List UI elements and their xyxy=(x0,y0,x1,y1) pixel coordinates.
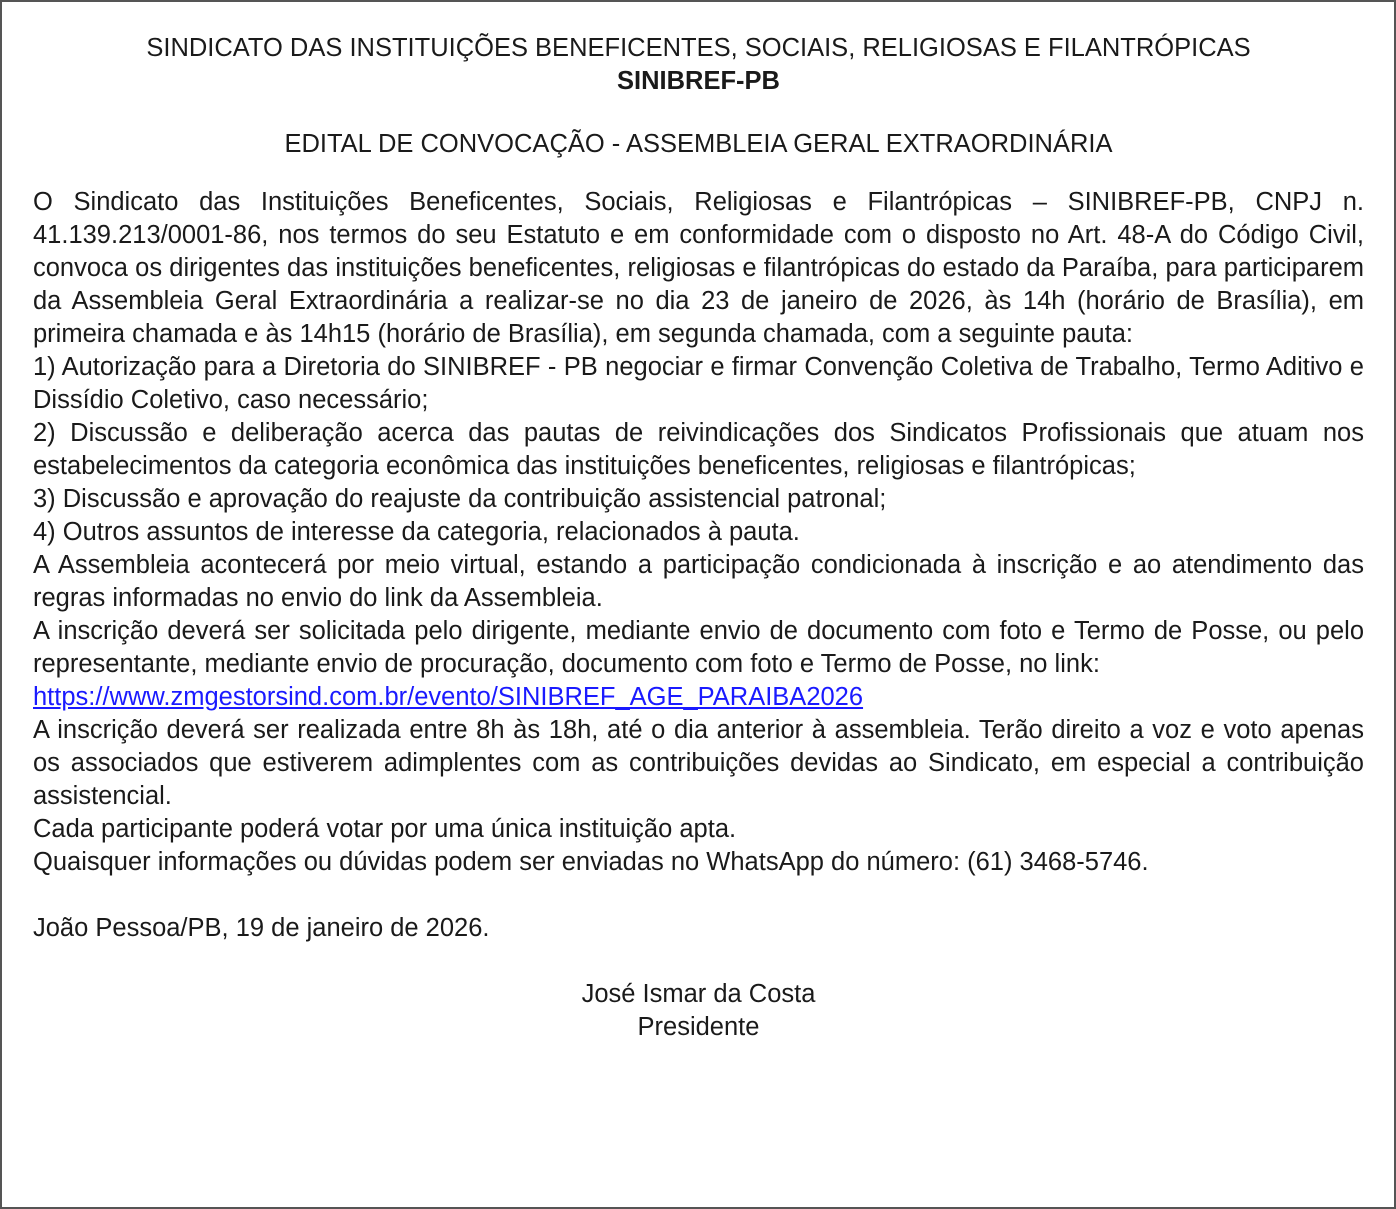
vote-rule-paragraph: Cada participante poderá votar por uma única instituição apta. xyxy=(33,815,737,843)
contact-paragraph: Quaisquer informações ou dúvidas podem ser enviadas no WhatsApp do número: (61) 3468-5746. xyxy=(33,848,1149,876)
document-title: EDITAL DE CONVOCAÇÃO - ASSEMBLEIA GERAL EXTRAORDINÁRIA xyxy=(284,130,1113,158)
registration-notice-paragraph: A inscrição deverá ser solicitada pelo dirigente, mediante envio de documento com foto e Termo de Posse, ou pelo representante, mediante envio de procuração, documento com foto e Termo de Posse, no link: xyxy=(33,617,1364,678)
agenda-item-3: 3) Discussão e aprovação do reajuste da contribuição assistencial patronal; xyxy=(33,485,887,513)
organization-acronym: SINIBREF-PB xyxy=(617,67,780,95)
registration-link-line xyxy=(33,681,1364,714)
document-body xyxy=(33,186,1364,879)
agenda-item-2: 2) Discussão e deliberação acerca das pautas de reivindicações dos Sindicatos Profissionais que atuam nos estabelecimentos da categoria econômica das instituições beneficentes, religiosas e filantrópicas; xyxy=(33,419,1364,480)
agenda-item-1: 1) Autorização para a Diretoria do SINIBREF - PB negociar e firmar Convenção Coletiva de Trabalho, Termo Aditivo e Dissídio Coletivo, caso necessário; xyxy=(33,353,1364,414)
signature-block xyxy=(33,978,1364,1044)
date-line: João Pessoa/PB, 19 de janeiro de 2026. xyxy=(33,914,490,942)
organization-name: SINDICATO DAS INSTITUIÇÕES BENEFICENTES, SOCIAIS, RELIGIOSAS E FILANTRÓPICAS xyxy=(146,34,1251,62)
virtual-notice-paragraph: A Assembleia acontecerá por meio virtual, estando a participação condicionada à inscrição e ao atendimento das regras informadas no envio do link da Assembleia. xyxy=(33,551,1364,612)
signatory-name: José Ismar da Costa xyxy=(581,980,816,1008)
document-header xyxy=(33,32,1364,98)
agenda-item-4: 4) Outros assuntos de interesse da categoria, relacionados à pauta. xyxy=(33,518,800,546)
signatory-role: Presidente xyxy=(637,1013,760,1041)
intro-paragraph: O Sindicato das Instituições Beneficentes, Sociais, Religiosas e Filantrópicas – SINIBREF-PB, CNPJ n. 41.139.213/0001-86, nos termos do seu Estatuto e em conformidade com o disposto no Art. 48-A do Código Civil, convoca os dirigentes das instituições beneficentes, religiosas e filantrópicas do estado da Paraíba, para participarem da Assembleia Geral Extraordinária a realizar-se no dia 23 de janeiro de 2026, às 14h (horário de Brasília), em primeira chamada e às 14h15 (horário de Brasília), em segunda chamada, com a seguinte pauta: xyxy=(33,188,1364,348)
registration-window-paragraph: A inscrição deverá ser realizada entre 8h às 18h, até o dia anterior à assembleia. Terão direito a voz e voto apenas os associados que estiverem adimplentes com as contribuições devidas ao Sindicato, em especial a contribuição assistencial. xyxy=(33,716,1364,810)
registration-link[interactable]: https://www.zmgestorsind.com.br/evento/SINIBREF_AGE_PARAIBA2026 xyxy=(33,683,864,711)
